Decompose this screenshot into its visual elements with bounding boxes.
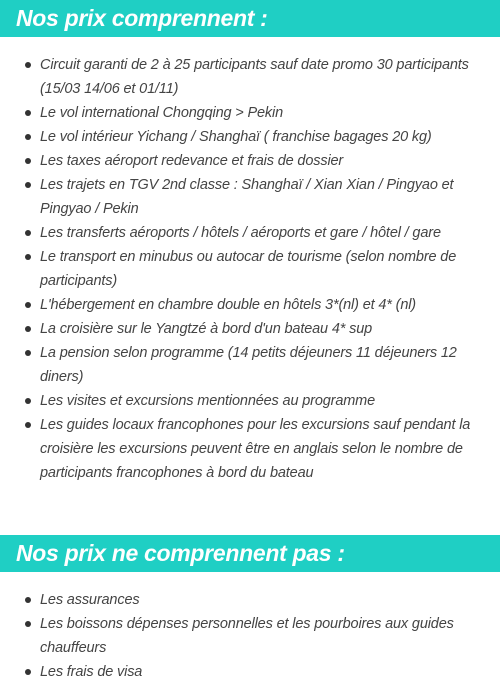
list-item [0,293,500,317]
list-item [0,53,500,101]
list-item [0,173,500,221]
list-item [0,588,500,612]
list-item-text: Le transport en minubus ou autocar de tourisme (selon nombre de participants) [40,249,457,289]
list-item [0,245,500,293]
list-item [0,341,500,389]
bullet-icon [25,422,31,428]
list-item-text: Les assurances [40,592,140,608]
list-item [0,101,500,125]
bullet-icon [25,302,31,308]
bullet-icon [25,597,31,603]
included-section-title: Nos prix comprennent : [0,0,500,37]
list-item [0,221,500,245]
list-item [0,125,500,149]
bullet-icon [25,134,31,140]
bullet-icon [25,110,31,116]
list-item-text: Les taxes aéroport redevance et frais de dossier [40,153,344,169]
bullet-icon [25,326,31,332]
list-item [0,149,500,173]
list-item-text: L'hébergement en chambre double en hôtels 3*(nl) et 4* (nl) [40,297,416,313]
list-item-text: Circuit garanti de 2 à 25 participants sauf date promo 30 participants (15/03 14/06 et 01/11) [40,57,469,97]
bullet-icon [25,230,31,236]
bullet-icon [25,350,31,356]
excluded-list [0,588,500,684]
list-item-text: Les guides locaux francophones pour les excursions sauf pendant la croisière les excursions peuvent être en anglais selon le nombre de participants francophones à bord du bateau [40,417,471,481]
list-item-text: Les frais de visa [40,664,143,680]
list-item [0,389,500,413]
list-item-text: Les trajets en TGV 2nd classe : Shanghaï / Xian Xian / Pingyao et Pingyao / Pekin [40,177,454,217]
bullet-icon [25,669,31,675]
list-item-text: Les boissons dépenses personnelles et les pourboires aux guides chauffeurs [40,616,454,656]
list-item-text: Les visites et excursions mentionnées au programme [40,393,376,409]
list-item-text: Le vol international Chongqing > Pekin [40,105,283,121]
list-item [0,317,500,341]
bullet-icon [25,158,31,164]
list-item-text: Le vol intérieur Yichang / Shanghaï ( franchise bagages 20 kg) [40,129,432,145]
list-item-text: La pension selon programme (14 petits déjeuners 11 déjeuners 12 diners) [40,345,457,385]
bullet-icon [25,398,31,404]
list-item [0,612,500,660]
list-item-text: Les transferts aéroports / hôtels / aéroports et gare / hôtel / gare [40,225,441,241]
list-item-text: La croisière sur le Yangtzé à bord d'un bateau 4* sup [40,321,373,337]
list-item [0,660,500,684]
included-list [0,53,500,485]
bullet-icon [25,621,31,627]
list-item [0,413,500,485]
excluded-section-title: Nos prix ne comprennent pas : [0,535,500,572]
bullet-icon [25,182,31,188]
bullet-icon [25,254,31,260]
bullet-icon [25,62,31,68]
